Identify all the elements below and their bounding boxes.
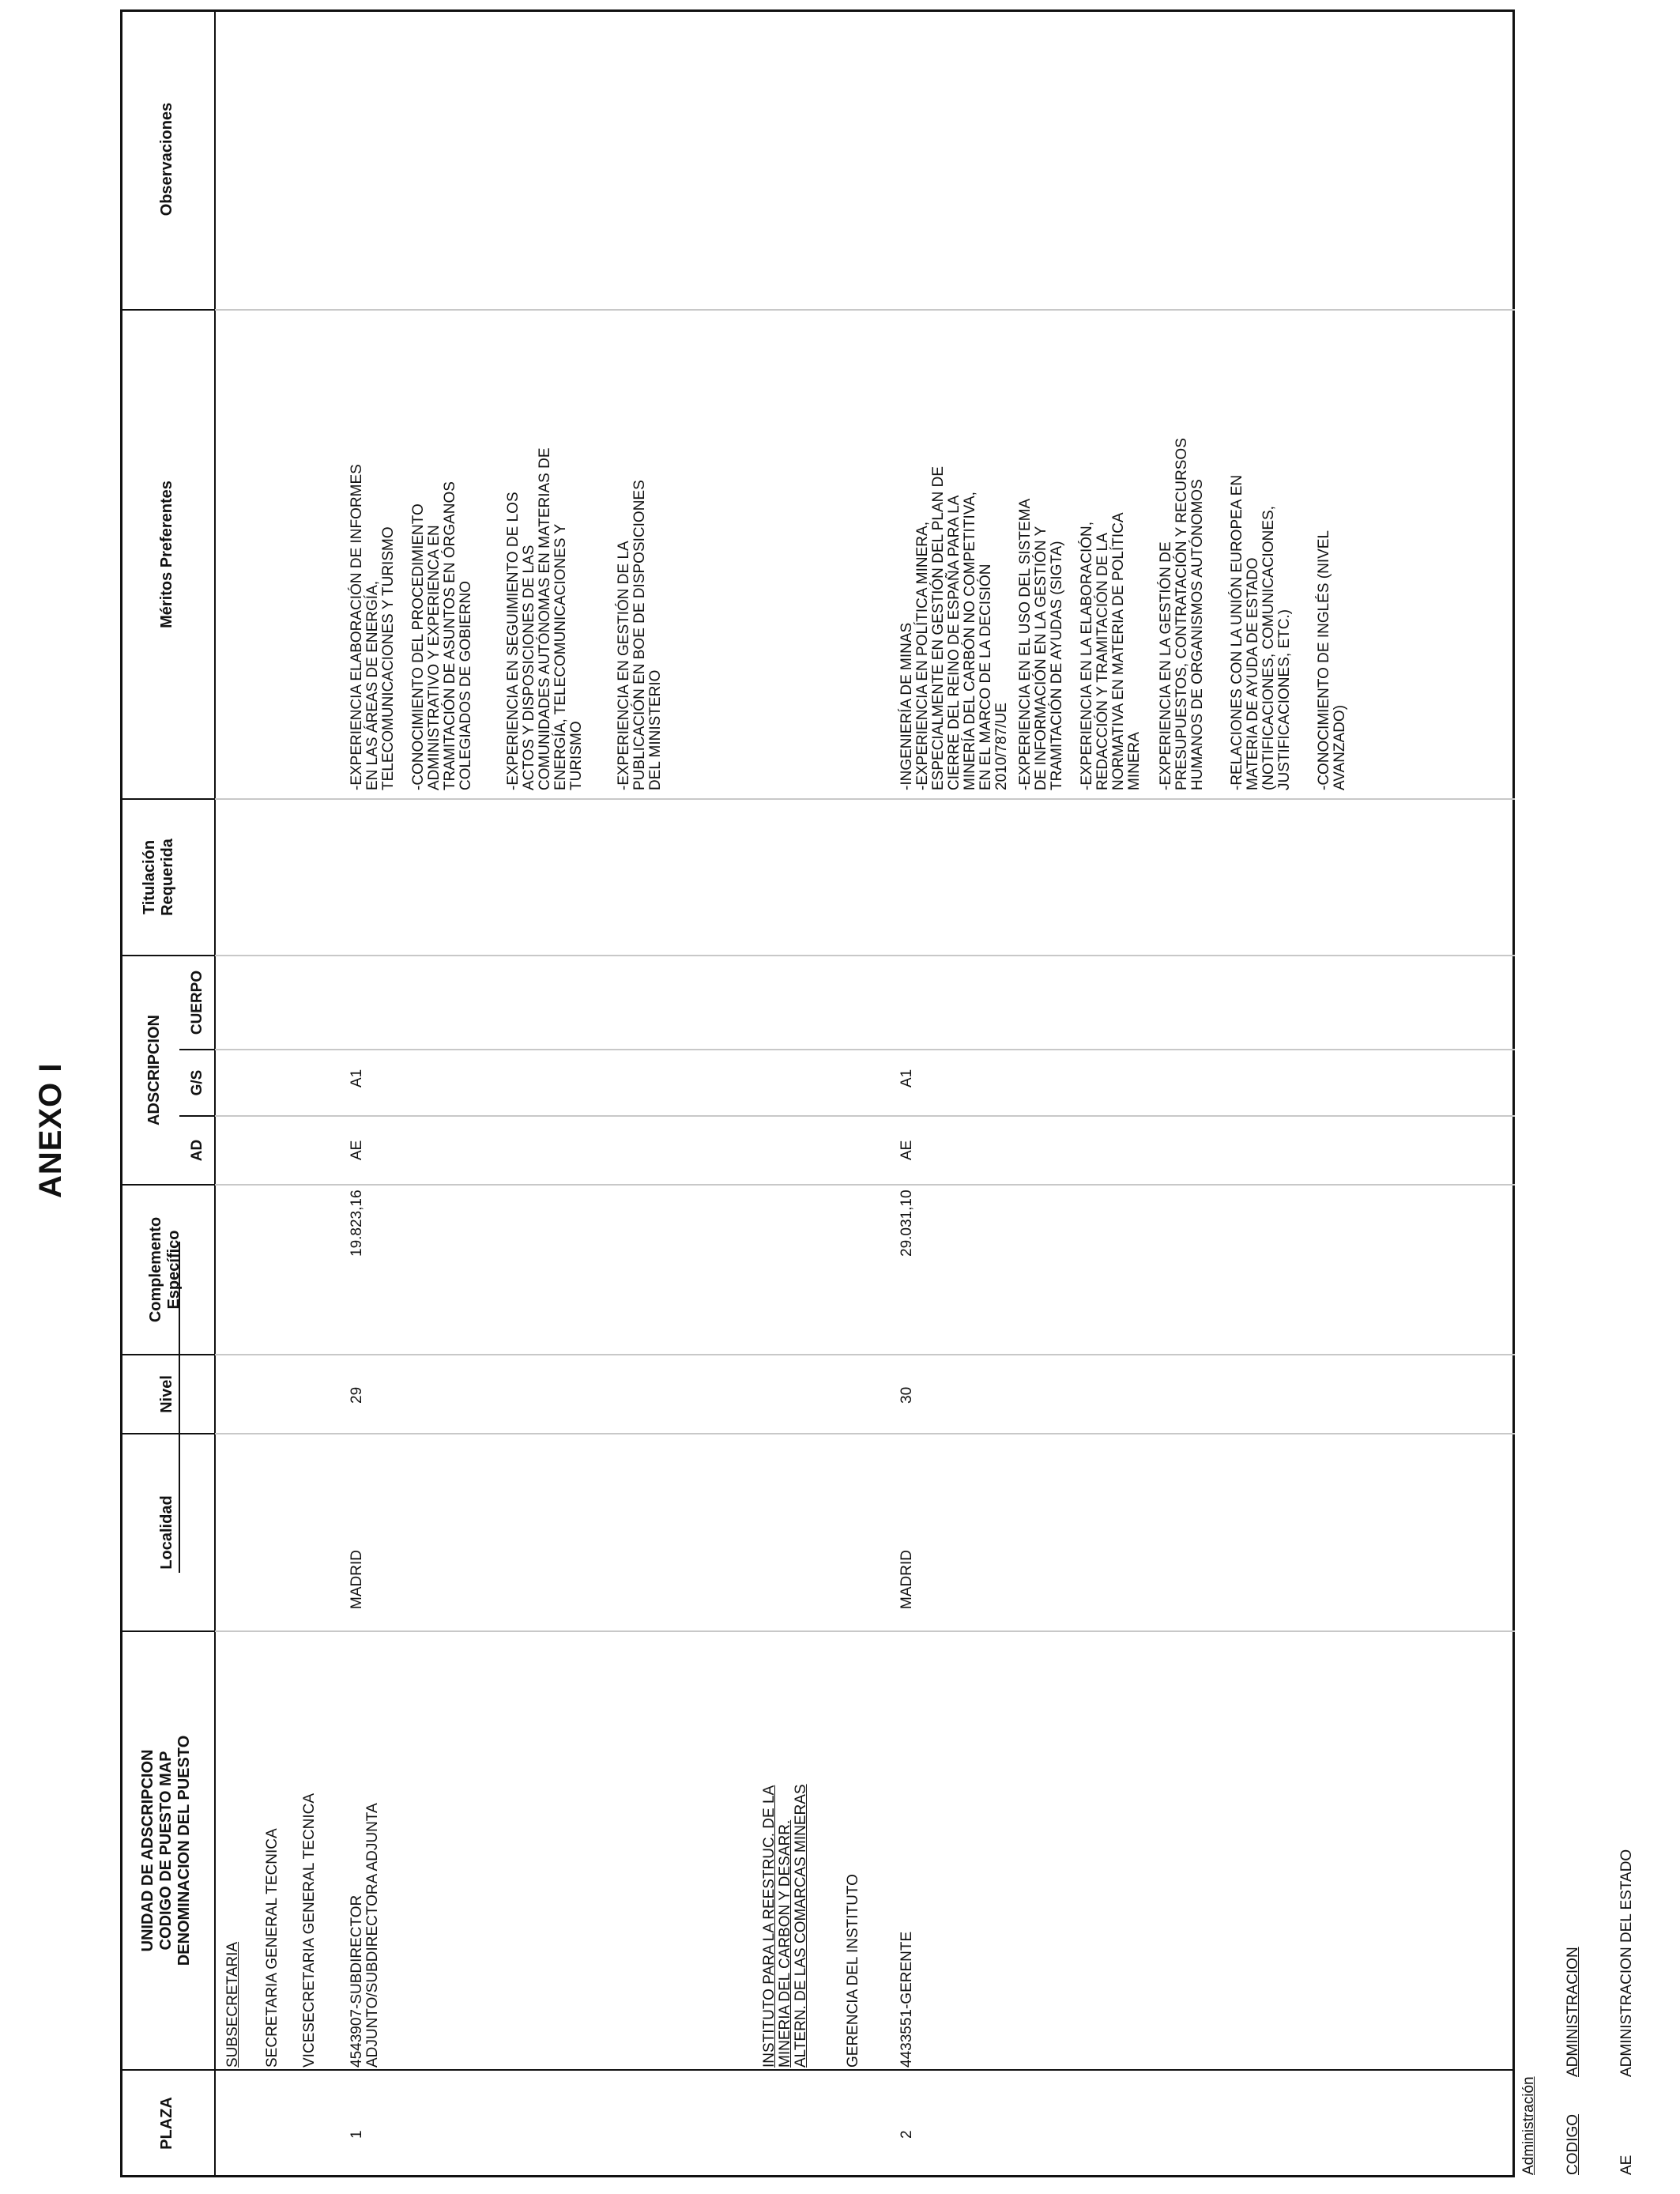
header-complemento: Complemento Específico (147, 1216, 183, 1323)
row1-merito-1: -EXPERIENCIA ELABORACIÓN DE INFORMES EN LAS ÁREAS DE ENERGÍA, TELECOMUNICACIONES Y TURISMO (348, 464, 397, 790)
row1-gs: A1 (348, 1069, 365, 1088)
row2-puesto: 4433551-GERENTE (898, 1931, 915, 2068)
col-rule-complemento-body (215, 1184, 1515, 1186)
col-rule-plaza (120, 2069, 1515, 2071)
header-nivel: Nivel (158, 1375, 175, 1413)
header-cuerpo: CUERPO (189, 970, 205, 1035)
row2-merito-1: -INGENIERÍA DE MINAS -EXPERIENCIA EN POLÍTICA MINERA, ESPECIALMENTE EN GESTIÓN DEL PLAN DE CIERRE DEL REINO DE ESPAÑA PARA LA MINERÍA DEL CARBÓN NO COMPETITIVA, EN EL MARCO DE LA DECISIÓN 2010/787/UE (898, 466, 1010, 790)
col-rule-ad-body (215, 1115, 1515, 1117)
section-subsecretaria: SUBSECRETARIA (224, 1941, 241, 2068)
col-rule-unidad-body (215, 1630, 1515, 1632)
header-unidad: UNIDAD DE ADSCRIPCION CODIGO DE PUESTO MAP DENOMINACION DEL PUESTO (139, 1735, 193, 1966)
header-plaza: PLAZA (158, 2097, 175, 2150)
row2-merito-5: -RELACIONES CON LA UNIÓN EUROPEA EN MATERIA DE AYUDA DE ESTADO (NOTIFICACIONES, COMUNICACIONES, JUSTIFICACIONES, ETC.) (1229, 474, 1293, 790)
header-observaciones: Observaciones (158, 102, 175, 217)
col-rule-localidad-body (215, 1433, 1515, 1434)
row1-plaza: 1 (348, 2130, 365, 2139)
row2-plaza: 2 (898, 2130, 915, 2139)
col-rule-gs-body (215, 1049, 1515, 1050)
row2-merito-4: -EXPERIENCIA EN LA GESTIÓN DE PRESUPUESTOS, CONTRATACIÓN Y RECURSOS HUMANOS DE ORGANISMOS AUTÓNOMOS (1158, 438, 1206, 790)
col-rule-cuerpo-body (215, 955, 1515, 956)
header-bottom-rule (214, 9, 216, 2177)
legend-administracion-label: ADMINISTRACION (1565, 1947, 1581, 2077)
legend-codigo-label: CODIGO (1565, 2113, 1581, 2175)
header-ad: AD (189, 1139, 205, 1162)
row2-ad: AE (898, 1140, 915, 1160)
row1-localidad: MADRID (348, 1550, 365, 1609)
row2-merito-2: -EXPERIENCIA EN EL USO DEL SISTEMA DE INFORMACIÓN EN LA GESTIÓN Y TRAMITACIÓN DE AYUDAS (SIGTA) (1017, 498, 1065, 790)
row2-complemento: 29.031,10 (898, 1189, 915, 1257)
header-meritos: Méritos Preferentes (158, 481, 175, 628)
row1-nivel: 29 (348, 1386, 365, 1404)
table-frame (120, 9, 1515, 2177)
legend-code: AE (1618, 2154, 1635, 2175)
row2-merito-6: -CONOCIMIENTO DE INGLÉS (NIVEL AVANZADO) (1316, 530, 1348, 790)
row1-ad: AE (348, 1140, 365, 1160)
legend-description: ADMINISTRACION DEL ESTADO (1618, 1849, 1635, 2077)
header-gs: G/S (189, 1069, 205, 1096)
legend-heading: Administración (1520, 2076, 1537, 2175)
col-rule-nivel-body (215, 1354, 1515, 1355)
section-gerencia: GERENCIA DEL INSTITUTO (845, 1874, 861, 2068)
section-secretaria-general-tecnica: SECRETARIA GENERAL TECNICA (264, 1828, 281, 2068)
row1-puesto: 4543907-SUBDIRECTOR ADJUNTO/SUBDIRECTORA ADJUNTA (348, 1803, 381, 2068)
header-titulacion: Titulación Requerida (141, 839, 176, 916)
section-instituto: INSTITUTO PARA LA REESTRUC. DE LA MINERIA DEL CARBON Y DESARR. ALTERN. DE LAS COMARCAS MINERAS (761, 1784, 809, 2068)
row1-complemento: 19.823,16 (348, 1189, 365, 1257)
header-adscripcion: ADSCRIPCION (145, 1015, 163, 1126)
row1-merito-3: -EXPERIENCIA EN SEGUIMIENTO DE LOS ACTOS Y DISPOSICIONES DE LAS COMUNIDADES AUTÓNOMAS EN MATERIAS DE ENERGÍA, TELECOMUNICACIONES Y TURISMO (505, 447, 585, 790)
header-localidad: Localidad (158, 1495, 175, 1570)
col-rule-titulacion-body (215, 798, 1515, 800)
row2-nivel: 30 (898, 1386, 915, 1404)
section-vicesecretaria: VICESECRETARIA GENERAL TECNICA (301, 1793, 318, 2068)
row1-merito-4: -EXPERIENCIA EN GESTIÓN DE LA PUBLICACIÓN EN BOE DE DISPOSICIONES DEL MINISTERIO (616, 480, 664, 790)
row2-merito-3: -EXPERIENCIA EN LA ELABORACIÓN, REDACCIÓN Y TRAMITACIÓN DE LA NORMATIVA EN MATERIA DE POLÍTICA MINERA (1079, 512, 1143, 790)
row2-localidad: MADRID (898, 1550, 915, 1609)
row1-merito-2: -CONOCIMIENTO DEL PROCEDIMIENTO ADMINISTRATIVO Y EXPERIENCA EN TRAMITACIÓN DE ASUNTOS EN ÓRGANOS COLEGIADOS DE GOBIERNO (410, 481, 474, 790)
row2-gs: A1 (898, 1069, 915, 1088)
col-rule-meritos-body (215, 309, 1515, 311)
page-title: ANEXO I (33, 1062, 68, 1198)
